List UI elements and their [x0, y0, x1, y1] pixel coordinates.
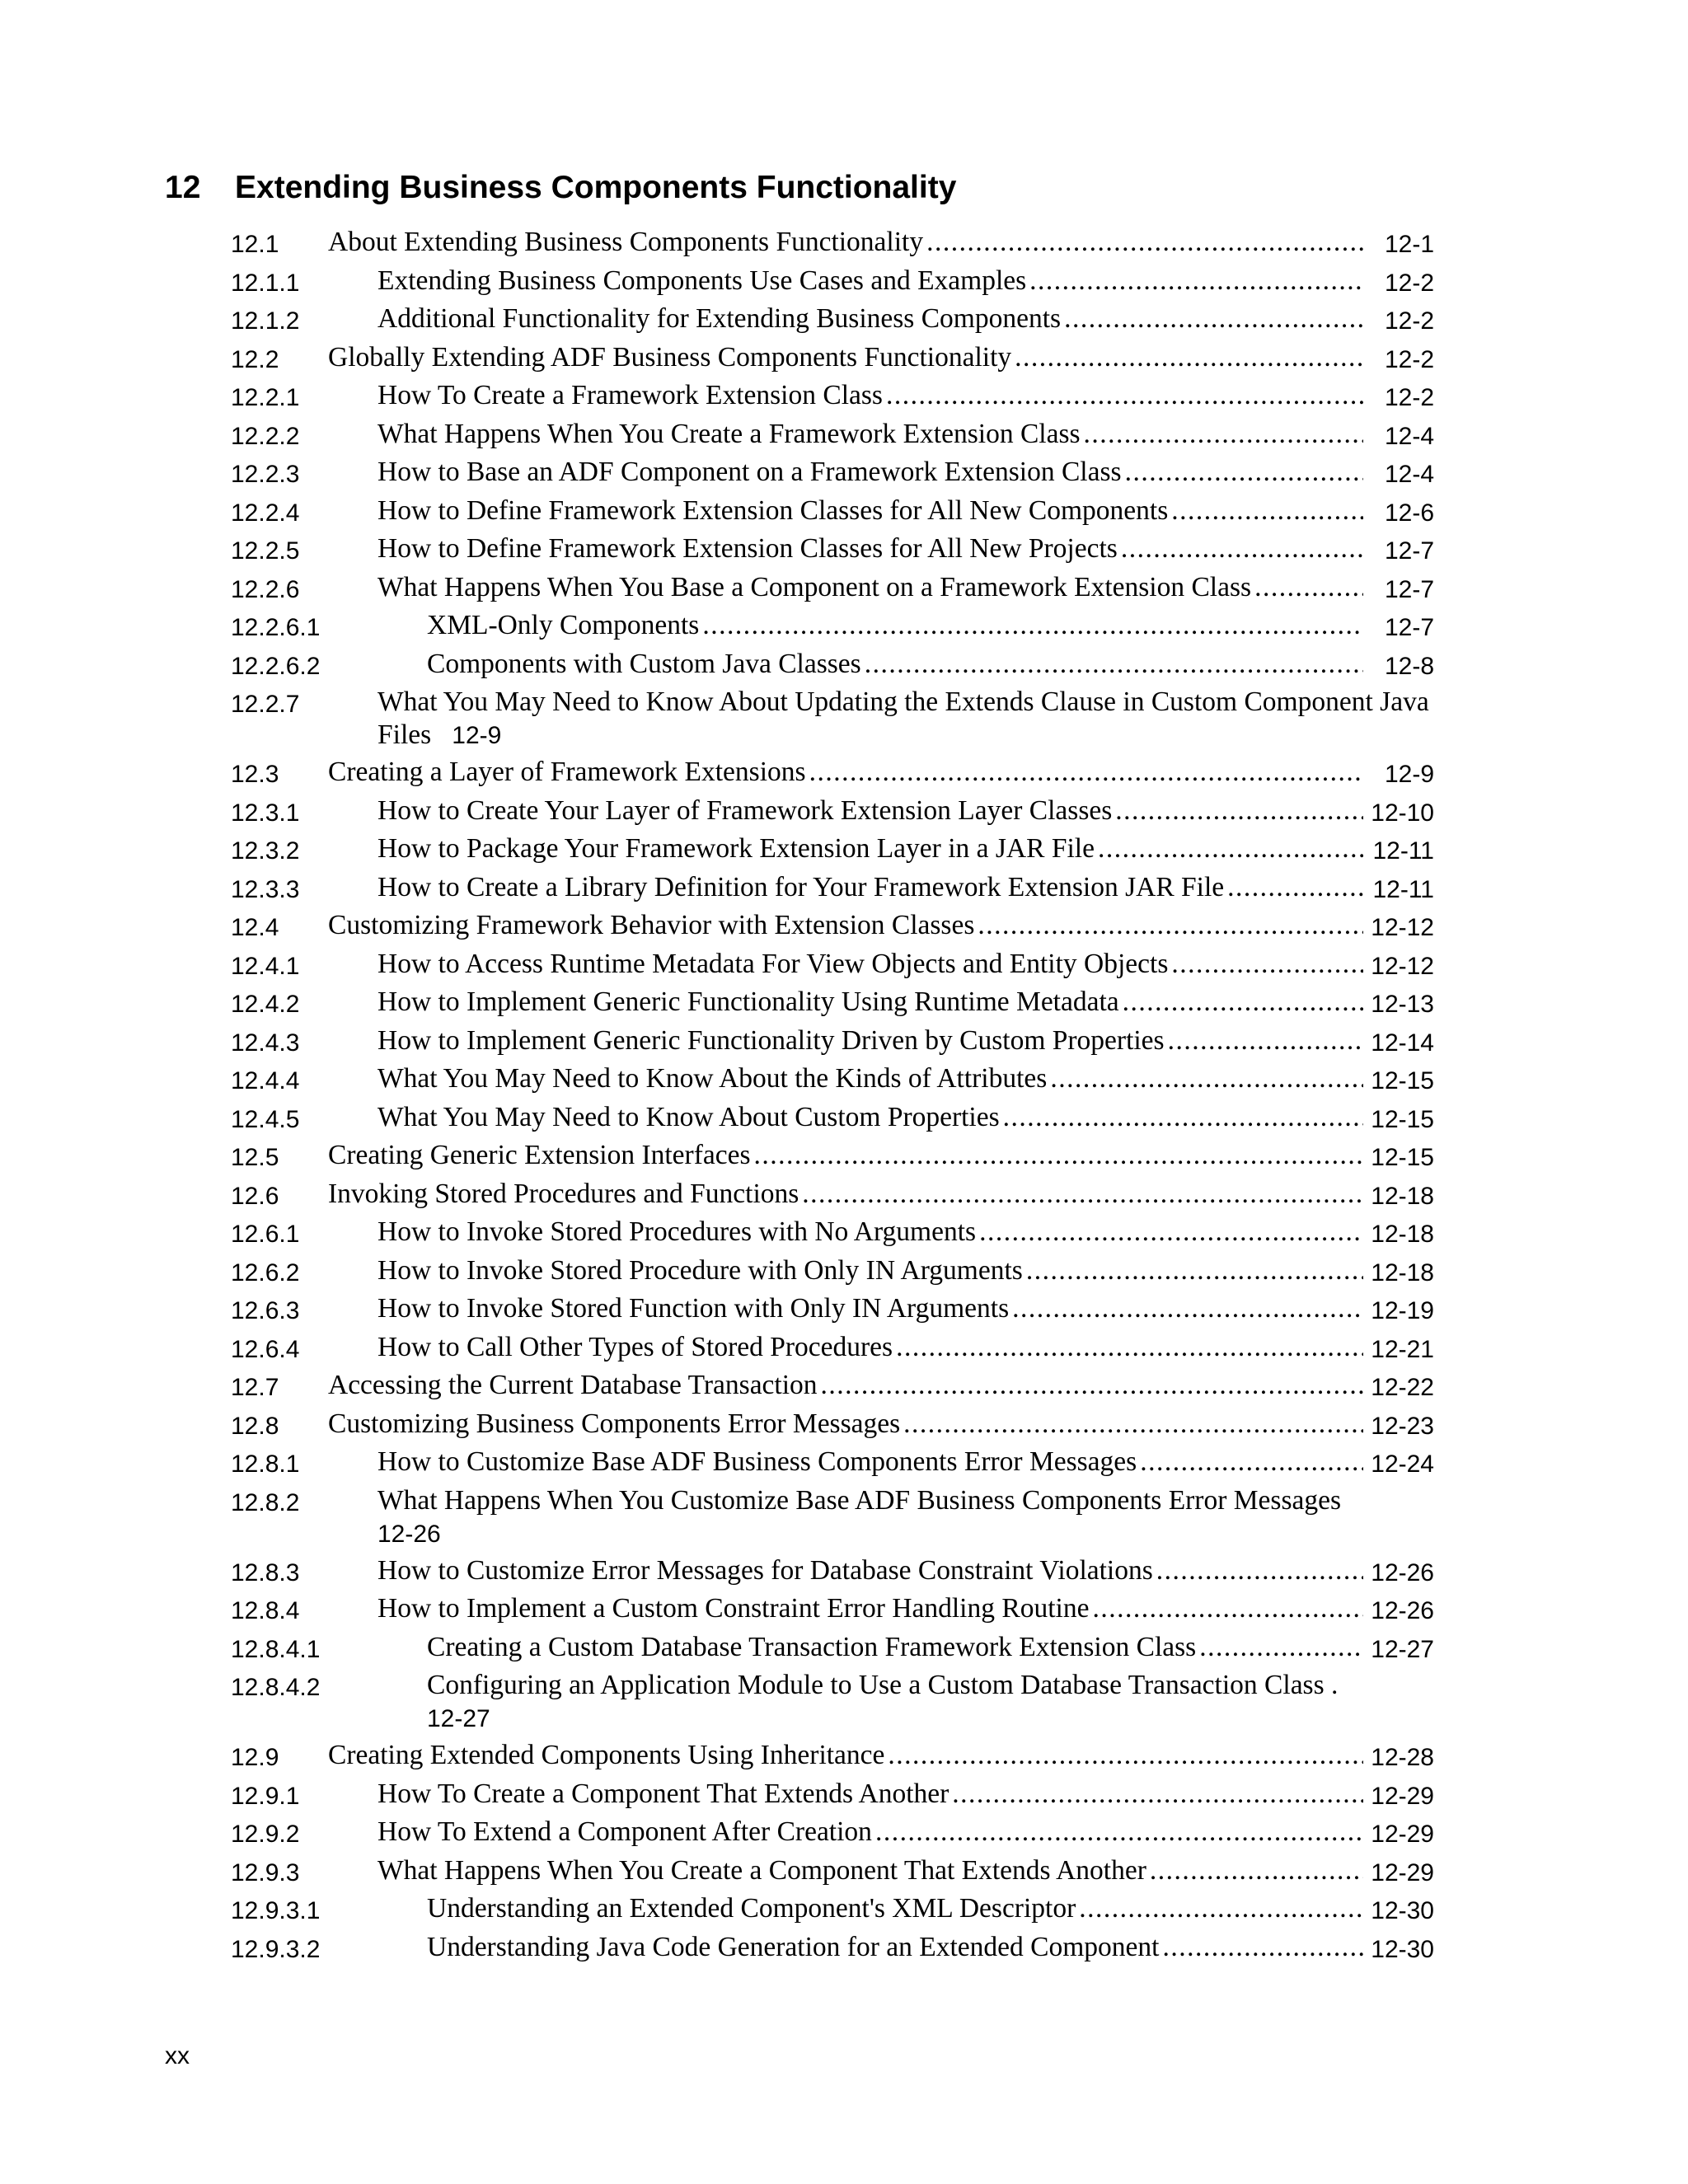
dot-leader: [1156, 1554, 1363, 1587]
toc-entry[interactable]: [231, 1254, 1434, 1293]
toc-entry[interactable]: [231, 1554, 1434, 1593]
dot-leader: [1121, 532, 1363, 565]
section-number: 12.4.4: [231, 1067, 300, 1094]
page-number: 12-18: [1371, 1182, 1434, 1210]
dot-leader: [888, 1739, 1363, 1772]
section-title: How to Implement a Custom Constraint Error Handling Routine: [377, 1593, 1090, 1624]
page-number: 12-29: [1371, 1821, 1434, 1848]
toc-entry[interactable]: [231, 1178, 1434, 1216]
section-number: 12.8.1: [231, 1451, 300, 1478]
section-title: Additional Functionality for Extending Business Components: [377, 303, 1062, 334]
section-number: 12.2.6: [231, 575, 300, 603]
section-number: 12.2.5: [231, 537, 300, 565]
section-title: Components with Custom Java Classes: [427, 648, 861, 679]
toc-entry[interactable]: [231, 1854, 1434, 1893]
toc-entry[interactable]: [231, 1778, 1434, 1816]
toc-entry[interactable]: [231, 1892, 1434, 1931]
page-number: 12-26: [1371, 1597, 1434, 1624]
toc-entry[interactable]: [231, 418, 1434, 457]
section-number: 12.6.3: [231, 1297, 300, 1324]
section-title: What Happens When You Customize Base ADF Business Components Error Messages: [377, 1484, 1341, 1516]
dot-leader: [1171, 494, 1363, 527]
toc-entry[interactable]: [231, 1024, 1434, 1063]
section-title: Customizing Business Components Error Messages: [328, 1408, 901, 1439]
dot-leader: [1168, 1024, 1363, 1057]
toc-entry[interactable]: [231, 832, 1434, 871]
page-number: 12-12: [1371, 914, 1434, 941]
section-title: Creating a Layer of Framework Extensions: [328, 757, 806, 787]
toc-entry[interactable]: [231, 379, 1434, 418]
page-number: 12-18: [1371, 1221, 1434, 1248]
section-title: How to Invoke Stored Function with Only IN Arguments: [377, 1293, 1010, 1324]
section-number: 12.8: [231, 1412, 279, 1440]
toc-entry[interactable]: [231, 1101, 1434, 1140]
dot-leader: [1029, 265, 1363, 298]
section-title: How to Invoke Stored Procedures with No Arguments: [377, 1216, 977, 1247]
section-title: How to Access Runtime Metadata For View Objects and Entity Objects: [377, 948, 1169, 979]
section-title: What You May Need to Know About Custom Properties: [377, 1101, 1000, 1132]
page-number: 12-28: [1371, 1744, 1434, 1771]
section-number: 12.2: [231, 345, 279, 373]
section-title: What Happens When You Base a Component on a Framework Extension Class: [377, 571, 1252, 602]
toc-entry[interactable]: [231, 456, 1434, 494]
dot-leader: [1015, 341, 1363, 374]
toc-entry[interactable]: [231, 1292, 1434, 1331]
toc-entry[interactable]: [231, 265, 1434, 303]
section-number: 12.2.6.2: [231, 652, 321, 680]
section-number: 12.3.2: [231, 837, 300, 865]
dot-leader: [802, 1178, 1363, 1211]
page-number: 12-27: [427, 1705, 490, 1732]
page-number: 12-7: [1384, 537, 1434, 565]
toc-entry[interactable]: [231, 1592, 1434, 1631]
dot-leader: [1199, 1631, 1363, 1664]
dot-leader: [1003, 1101, 1363, 1134]
page-number: 12-12: [1371, 952, 1434, 980]
dot-leader: [1162, 1931, 1363, 1964]
page-number: 12-15: [1371, 1105, 1434, 1133]
section-number: 12.3: [231, 761, 279, 788]
page-number: 12-18: [1371, 1258, 1434, 1286]
dot-leader: [1140, 1446, 1363, 1479]
toc-entry[interactable]: [231, 532, 1434, 571]
toc-entry[interactable]: [231, 1669, 1434, 1739]
page-number: 12-2: [1384, 384, 1434, 411]
section-number: 12.2.3: [231, 461, 300, 488]
dot-leader: [1079, 1892, 1363, 1925]
toc-entry[interactable]: [231, 648, 1434, 687]
section-title: Creating Generic Extension Interfaces: [328, 1140, 751, 1170]
section-number: 12.3.3: [231, 875, 300, 903]
dot-leader: [1050, 1062, 1363, 1095]
section-title: How to Define Framework Extension Classes for All New Components: [377, 494, 1169, 526]
page-number: 12-2: [1384, 307, 1434, 335]
dot-leader: [1123, 986, 1363, 1019]
page-number: 12-9: [1384, 761, 1434, 788]
toc-entry[interactable]: [231, 1631, 1434, 1670]
page-number: 12-7: [1384, 614, 1434, 641]
section-number: 12.4.2: [231, 991, 300, 1018]
table-of-contents: [231, 226, 1434, 1969]
section-title: Creating a Custom Database Transaction Framework Extension Class: [427, 1631, 1197, 1662]
section-number: 12.1.2: [231, 307, 300, 335]
toc-entry[interactable]: [231, 909, 1434, 948]
section-number: 12.4.3: [231, 1029, 300, 1057]
page-number: 12-11: [1372, 875, 1434, 903]
toc-entry[interactable]: [231, 494, 1434, 533]
page-number: 12-30: [1371, 1935, 1434, 1963]
page-number: 12-29: [1371, 1782, 1434, 1810]
section-title: Invoking Stored Procedures and Functions: [328, 1178, 799, 1209]
section-number: 12.9.1: [231, 1782, 300, 1810]
section-number: 12.9.2: [231, 1821, 300, 1848]
toc-entry[interactable]: [231, 609, 1434, 648]
toc-entry[interactable]: [231, 1408, 1434, 1446]
section-title: How to Define Framework Extension Classes for All New Projects: [377, 533, 1118, 564]
section-title: Configuring an Application Module to Use a Custom Database Transaction Class .: [427, 1670, 1339, 1700]
page-number: 12-22: [1371, 1374, 1434, 1401]
section-title: How To Create a Framework Extension Class: [377, 380, 883, 410]
chapter-title: Extending Business Components Functionality: [235, 170, 957, 205]
dot-leader: [1012, 1292, 1363, 1325]
section-title: What You May Need to Know About the Kinds of Attributes: [377, 1063, 1048, 1094]
toc-entry[interactable]: [231, 226, 1434, 265]
section-number: 12.5: [231, 1144, 279, 1171]
page-number: 12-19: [1371, 1297, 1434, 1324]
section-title: How To Create a Component That Extends Another: [377, 1778, 950, 1809]
section-title: How To Extend a Component After Creation: [377, 1816, 872, 1847]
section-title: Accessing the Current Database Transaction: [328, 1370, 818, 1400]
dot-leader: [821, 1369, 1363, 1402]
toc-entry[interactable]: [231, 302, 1434, 341]
dot-leader: [1254, 571, 1363, 604]
toc-entry[interactable]: [231, 756, 1434, 794]
toc-entry[interactable]: [231, 1739, 1434, 1778]
section-title: How to Package Your Framework Extension Layer in a JAR File: [377, 833, 1095, 864]
dot-leader: [1092, 1592, 1363, 1625]
dot-leader: [865, 648, 1363, 681]
section-number: 12.8.4.2: [231, 1674, 321, 1701]
page-number: 12-15: [1371, 1067, 1434, 1094]
dot-leader: [875, 1816, 1363, 1849]
page-number: 12-4: [1384, 422, 1434, 450]
toc-entry[interactable]: [231, 1331, 1434, 1370]
page-number: 12-26: [377, 1520, 441, 1548]
section-title: XML-Only Components: [427, 610, 700, 640]
page-number: 12-11: [1372, 837, 1434, 865]
page-number: 12-10: [1371, 799, 1434, 827]
page-number: 12-13: [1371, 991, 1434, 1018]
section-number: 12.2.4: [231, 499, 300, 527]
page-number: 12-2: [1384, 269, 1434, 297]
section-number: 12.6.2: [231, 1258, 300, 1286]
section-title: How to Call Other Types of Stored Procedures: [377, 1331, 893, 1362]
toc-entry[interactable]: [231, 1369, 1434, 1408]
dot-leader: [1098, 832, 1363, 865]
section-title: How to Customize Base ADF Business Components Error Messages: [377, 1446, 1137, 1477]
dot-leader: [754, 1139, 1363, 1172]
page-number: 12-30: [1371, 1897, 1434, 1924]
section-title: Extending Business Components Use Cases and Examples: [377, 265, 1027, 296]
page-number: 12-21: [1371, 1335, 1434, 1363]
section-title: Customizing Framework Behavior with Extension Classes: [328, 910, 975, 940]
page-number: 12-6: [1384, 499, 1434, 527]
dot-leader: [952, 1778, 1363, 1811]
dot-leader: [979, 1216, 1363, 1249]
page-number: 12-26: [1371, 1558, 1434, 1586]
section-number: 12.2.6.1: [231, 614, 321, 641]
section-title: How to Customize Error Messages for Database Constraint Violations: [377, 1554, 1153, 1586]
section-number: 12.4.1: [231, 952, 300, 980]
page-number: 12-27: [1371, 1635, 1434, 1663]
dot-leader: [1125, 456, 1363, 489]
dot-leader: [978, 909, 1363, 942]
section-title: How to Implement Generic Functionality Driven by Custom Properties: [377, 1024, 1165, 1056]
dot-leader: [896, 1331, 1363, 1364]
section-title: Understanding an Extended Component's XML Descriptor: [427, 1893, 1076, 1924]
section-number: 12.6: [231, 1182, 279, 1210]
section-number: 12.6.1: [231, 1221, 300, 1248]
page-number: 12-2: [1384, 345, 1434, 373]
section-number: 12.4: [231, 914, 279, 941]
toc-entry[interactable]: [231, 1931, 1434, 1970]
section-number: 12.9: [231, 1744, 279, 1771]
toc-entry[interactable]: [231, 341, 1434, 380]
toc-entry[interactable]: [231, 1484, 1434, 1554]
toc-entry[interactable]: [231, 571, 1434, 610]
section-title: How to Create a Library Definition for Your Framework Extension JAR File: [377, 871, 1225, 902]
page-number: 12-14: [1371, 1029, 1434, 1057]
section-number: 12.9.3: [231, 1858, 300, 1886]
dot-leader: [1227, 871, 1363, 904]
dot-leader: [1026, 1254, 1363, 1287]
toc-entry[interactable]: [231, 1216, 1434, 1254]
section-number: 12.4.5: [231, 1105, 300, 1133]
dot-leader: [1171, 948, 1363, 981]
section-number: 12.3.1: [231, 799, 300, 827]
footer-page-label: xx: [165, 2042, 190, 2069]
section-number: 12.8.2: [231, 1488, 300, 1516]
section-number: 12.9.3.1: [231, 1897, 321, 1924]
section-number: 12.8.3: [231, 1558, 300, 1586]
toc-entry[interactable]: [231, 948, 1434, 987]
section-title: How to Base an ADF Component on a Framework Extension Class: [377, 457, 1122, 487]
section-title: What Happens When You Create a Component That Extends Another: [377, 1854, 1146, 1886]
dot-leader: [1115, 794, 1363, 827]
section-number: 12.9.3.2: [231, 1935, 321, 1963]
toc-entry[interactable]: [231, 1139, 1434, 1178]
toc-entry[interactable]: [231, 1446, 1434, 1484]
chapter-number: 12: [165, 170, 201, 205]
page-number: 12-4: [1384, 461, 1434, 488]
section-number: 12.1.1: [231, 269, 300, 297]
section-title: Globally Extending ADF Business Components Functionality: [328, 341, 1012, 373]
section-number: 12.8.4: [231, 1597, 300, 1624]
dot-leader: [809, 756, 1363, 789]
section-number: 12.2.7: [231, 691, 300, 718]
dot-leader: [1084, 418, 1363, 451]
dot-leader: [926, 226, 1363, 259]
section-title: How to Create Your Layer of Framework Extension Layer Classes: [377, 794, 1113, 826]
section-number: 12.2.1: [231, 384, 300, 411]
page-number: 12-8: [1384, 652, 1434, 680]
page-number: 12-1: [1384, 231, 1434, 258]
toc-entry[interactable]: [231, 871, 1434, 910]
section-number: 12.1: [231, 231, 279, 258]
section-title: What Happens When You Create a Framework Extension Class: [377, 418, 1081, 449]
page-number: 12-23: [1371, 1412, 1434, 1440]
section-number: 12.8.4.1: [231, 1635, 321, 1663]
section-title: Creating Extended Components Using Inheritance: [328, 1740, 885, 1770]
page-number: 12-7: [1384, 575, 1434, 603]
toc-entry[interactable]: [231, 1062, 1434, 1101]
page-number: 12-9: [452, 722, 502, 749]
dot-leader: [886, 379, 1363, 412]
section-number: 12.7: [231, 1374, 279, 1401]
section-title: How to Invoke Stored Procedure with Only IN Arguments: [377, 1254, 1023, 1286]
section-title: What You May Need to Know About Updating the Extends Clause in Custom Component Java Files: [377, 687, 1429, 750]
toc-entry[interactable]: [231, 794, 1434, 833]
page-number: 12-24: [1371, 1451, 1434, 1478]
chapter-heading: [165, 170, 1484, 206]
toc-entry[interactable]: [231, 986, 1434, 1024]
section-title: Understanding Java Code Generation for an Extended Component: [427, 1931, 1160, 1962]
section-number: 12.2.2: [231, 422, 300, 450]
page-number: 12-15: [1371, 1144, 1434, 1171]
section-title: About Extending Business Components Functionality: [328, 227, 924, 257]
dot-leader: [1064, 302, 1363, 335]
dot-leader: [1150, 1854, 1363, 1887]
dot-leader: [903, 1408, 1363, 1441]
page-number: 12-29: [1371, 1858, 1434, 1886]
toc-entry[interactable]: [231, 686, 1434, 756]
toc-entry[interactable]: [231, 1816, 1434, 1854]
section-title: How to Implement Generic Functionality Using Runtime Metadata: [377, 987, 1119, 1017]
dot-leader: [702, 609, 1363, 642]
section-number: 12.6.4: [231, 1335, 300, 1363]
